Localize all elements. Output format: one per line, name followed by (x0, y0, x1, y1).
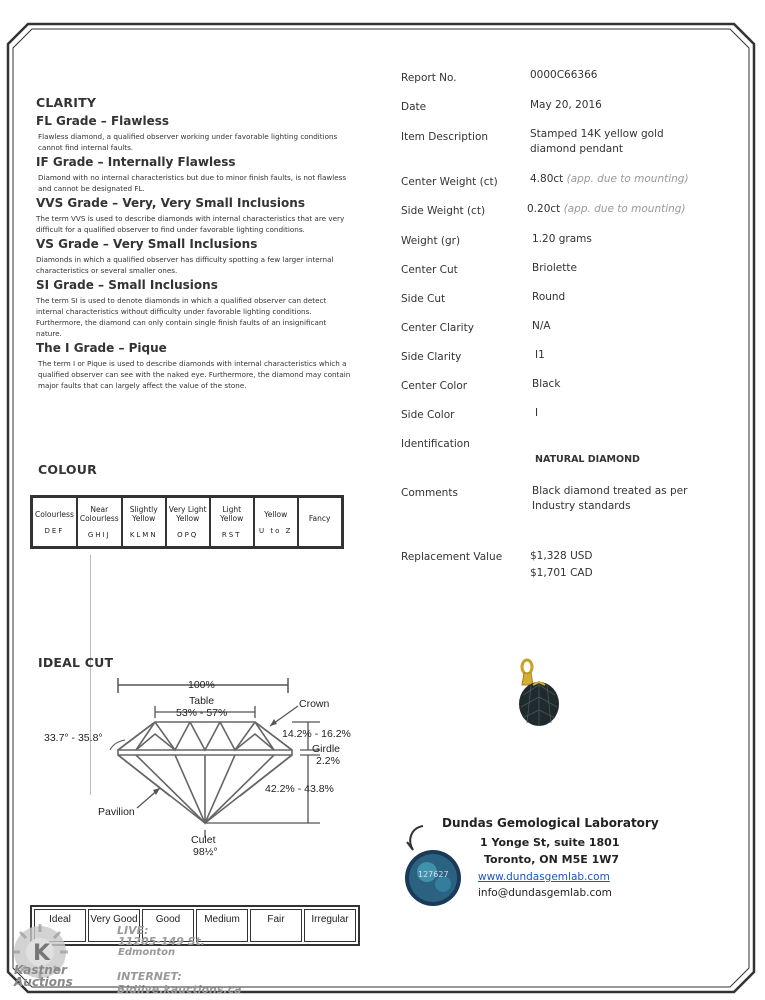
diagram-width-label: 100% (188, 679, 215, 691)
field-label: Date (401, 101, 427, 113)
watermark-live-label: LIVE: (117, 924, 149, 937)
clarity-grade-heading: SI Grade – Small Inclusions (36, 278, 218, 292)
watermark-live-city: Edmonton (118, 947, 176, 958)
colour-name: Colourless (35, 509, 74, 519)
ideal-cut-title: IDEAL CUT (38, 655, 114, 670)
field-value: Round (532, 291, 566, 303)
clarity-grade (36, 237, 354, 276)
diagram-girdle-pct: 2.2% (316, 755, 340, 767)
field-value: I (535, 407, 539, 419)
clarity-grade-heading: IF Grade – Internally Flawless (36, 155, 236, 169)
colour-cell (32, 497, 77, 547)
diagram-culet-pct: 98½° (193, 846, 218, 858)
colour-grades: U to Z (259, 526, 293, 535)
diagram-girdle-label: Girdle (312, 743, 341, 755)
field-value (530, 172, 689, 187)
svg-text:K: K (33, 941, 51, 966)
clarity-grade-heading: VVS Grade – Very, Very Small Inclusions (36, 196, 305, 210)
clarity-grade-text: Flawless diamond, a qualified observer working under favorable lighting conditions cannot find internal faults. (38, 132, 338, 152)
cut-grade-cell: Good (142, 909, 194, 942)
field-label: Item Description (401, 131, 489, 143)
lab-address2: Toronto, ON M5E 1W7 (484, 853, 620, 866)
field-label: Side Weight (ct) (401, 205, 486, 217)
cut-grade-cell: Medium (196, 909, 248, 942)
field-label: Side Clarity (401, 351, 462, 363)
field-value (527, 202, 686, 217)
field-note: (app. due to mounting) (566, 173, 689, 185)
clarity-grade-text: Diamonds in which a qualified observer has difficulty spotting a few larger internal characteristics or several smaller ones. (36, 255, 334, 275)
diagram-angle-label: 33.7° - 35.8° (44, 732, 103, 744)
diagram-culet-label: Culet (191, 834, 216, 846)
pendant-image (505, 655, 575, 730)
colour-name: Very Light Yellow (168, 505, 207, 523)
colour-name: Light Yellow (220, 505, 244, 523)
clarity-grade-text: The term VVS is used to describe diamonds with internal characteristics that are very difficult for a qualified observer to find under favorable lighting conditions. (36, 214, 345, 234)
colour-name: Near Colourless (79, 505, 119, 523)
watermark-internet-url: Bidlive.kauctions.ca (117, 983, 242, 996)
cut-grade-cell: Irregular (304, 909, 356, 942)
field-label: Comments (401, 487, 458, 499)
field-label: Center Color (401, 380, 468, 392)
clarity-grade-heading: FL Grade – Flawless (36, 114, 170, 128)
field-value-identification: NATURAL DIAMOND (535, 454, 640, 465)
clarity-grade-text: Diamond with no internal characteristics but due to minor finish faults, is not flawless and cannot be designated FL. (38, 173, 347, 193)
hologram-number: 127627 (418, 870, 449, 879)
lab-email: info@dundasgemlab.com (478, 887, 612, 899)
diagram-table-label: Table (189, 695, 215, 707)
lab-address1: 1 Yonge St, suite 1801 (480, 836, 620, 849)
field-label: Center Weight (ct) (401, 176, 498, 188)
field-label: Center Clarity (401, 322, 474, 334)
clarity-grade-heading: VS Grade – Very Small Inclusions (36, 237, 258, 251)
field-value: May 20, 2016 (530, 99, 602, 111)
field-label: Side Color (401, 409, 455, 421)
field-label: Report No. (401, 72, 457, 84)
field-value: Stamped 14K yellow gold diamond pendant (530, 128, 664, 155)
clarity-list (36, 114, 354, 393)
field-value-secondary: $1,701 CAD (530, 567, 593, 579)
clarity-grade (36, 114, 354, 153)
field-note: (app. due to mounting) (563, 203, 686, 215)
field-value-text: 4.80ct (530, 173, 564, 185)
colour-grades: GHIJ (87, 531, 111, 539)
field-value: 1.20 grams (532, 233, 592, 245)
colour-cell (298, 497, 342, 547)
field-label: Center Cut (401, 264, 458, 276)
colour-cell (210, 497, 254, 547)
colour-grades: RST (221, 531, 242, 539)
colour-title: COLOUR (38, 462, 97, 477)
field-value: Briolette (532, 262, 577, 274)
field-value: I1 (535, 349, 545, 361)
colour-name: Fancy (308, 513, 331, 523)
diagram-crown-pct: 14.2% - 16.2% (282, 728, 351, 740)
diagram-pavilion-pct: 42.2% - 43.8% (265, 783, 334, 795)
clarity-grade (36, 341, 354, 391)
kastner-brand: Kastner Auctions (14, 963, 73, 989)
colour-grades: DEF (44, 526, 65, 535)
diagram-pavilion-label: Pavilion (98, 806, 135, 818)
field-value: Black diamond treated as per Industry standards (532, 485, 688, 512)
cut-grade-cell: Very Good (88, 909, 140, 942)
field-value-text: 0.20ct (527, 203, 561, 215)
field-label: Side Cut (401, 293, 446, 305)
lab-logo-icon (393, 820, 473, 915)
cut-grade-cell: Ideal (34, 909, 86, 942)
colour-scale-table (30, 495, 344, 549)
colour-cell (166, 497, 210, 547)
clarity-title: CLARITY (36, 95, 97, 110)
watermark-live-address: 11205-149 St. (118, 935, 205, 948)
field-value: 0000C66366 (530, 69, 598, 81)
colour-name: Slightly Yellow (129, 505, 158, 523)
clarity-grade-heading: The I Grade – Pique (36, 341, 167, 355)
colour-grades: KLMN (129, 531, 158, 539)
field-value: Black (532, 378, 561, 390)
diagram-table-pct: 53% - 57% (176, 707, 228, 719)
watermark-internet-label: INTERNET: (117, 970, 182, 983)
colour-cell (254, 497, 298, 547)
clarity-grade (36, 278, 354, 339)
clarity-grade (36, 196, 354, 235)
cut-grade-cell: Fair (250, 909, 302, 942)
field-label: Weight (gr) (401, 235, 461, 247)
colour-cell (77, 497, 122, 547)
lab-name: Dundas Gemological Laboratory (442, 816, 659, 830)
clarity-grade-text: The term SI is used to denote diamonds in which a qualified observer can detect internal characteristics without difficulty under favorable lighting conditions. Furthermore, the diamond can only contain single finish faults of an insignificant nature. (36, 296, 327, 338)
field-label: Replacement Value (401, 551, 503, 563)
lab-website-link[interactable]: www.dundasgemlab.com (478, 871, 610, 883)
clarity-grade (36, 155, 354, 194)
colour-name: Yellow (264, 509, 288, 519)
field-value: N/A (532, 320, 551, 332)
field-value: $1,328 USD (530, 550, 593, 562)
colour-cell (122, 497, 166, 547)
colour-grades: OPQ (177, 531, 199, 539)
field-label: Identification (401, 438, 470, 450)
diagram-crown-label: Crown (299, 698, 330, 710)
clarity-grade-text: The term I or Pique is used to describe diamonds with internal characteristics which a qualified observer can see with the naked eye. Furthermore, the diamond may contain major faults that can largely affect the value of the stone. (38, 359, 351, 390)
